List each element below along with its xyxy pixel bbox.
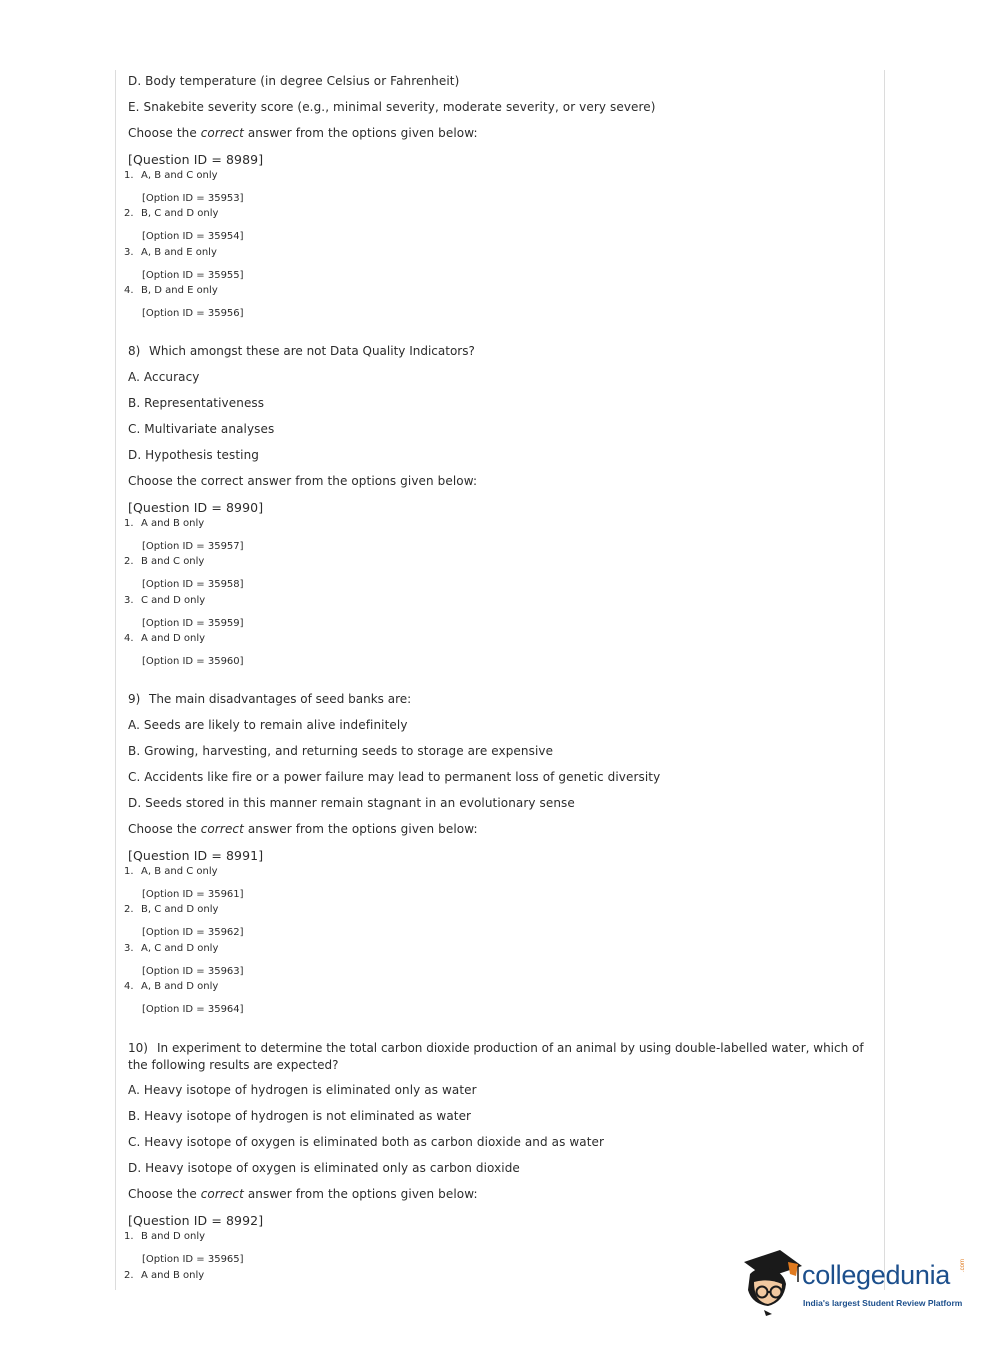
mascot-icon [740, 1248, 804, 1318]
option-id: [Option ID = 35956] [142, 308, 244, 319]
choose-instruction: Choose the correct answer from the options given below: [128, 126, 478, 140]
choose-instruction: Choose the correct answer from the options given below: [128, 1187, 478, 1201]
option-id: [Option ID = 35955] [142, 270, 244, 281]
statement-c: C. Heavy isotope of oxygen is eliminated both as carbon dioxide and as water [128, 1135, 605, 1149]
logo-suffix: .com [960, 1258, 966, 1272]
option-item: 2. A and B only [124, 1270, 205, 1281]
option-id: [Option ID = 35961] [142, 889, 244, 900]
statement-c: C. Accidents like fire or a power failure may lead to permanent loss of genetic diversity [128, 770, 661, 784]
statement-d: D. Hypothesis testing [128, 448, 260, 462]
question-id: [Question ID = 8989] [128, 152, 264, 167]
option-id: [Option ID = 35959] [142, 618, 244, 629]
option-id: [Option ID = 35957] [142, 541, 244, 552]
option-item: 3. A, B and E only [124, 247, 217, 258]
option-item: 1. B and D only [124, 1231, 206, 1242]
option-item: 4. A, B and D only [124, 981, 219, 992]
question-id: [Question ID = 8991] [128, 848, 264, 863]
choose-instruction: Choose the correct answer from the options given below: [128, 474, 478, 488]
option-id: [Option ID = 35960] [142, 656, 244, 667]
option-item: 3. A, C and D only [124, 943, 219, 954]
option-item: 1. A, B and C only [124, 866, 218, 877]
question-heading: 9) The main disadvantages of seed banks are: [128, 692, 412, 706]
option-id: [Option ID = 35964] [142, 1004, 244, 1015]
statement-a: A. Accuracy [128, 370, 200, 384]
question-id: [Question ID = 8990] [128, 500, 264, 515]
option-item: 2. B, C and D only [124, 904, 219, 915]
option-item: 1. A, B and C only [124, 170, 218, 181]
statement-b: B. Representativeness [128, 396, 265, 410]
statement-d: D. Seeds stored in this manner remain stagnant in an evolutionary sense [128, 796, 575, 810]
option-item: 2. B and C only [124, 556, 205, 567]
choose-instruction: Choose the correct answer from the options given below: [128, 822, 478, 836]
question-heading: 8) Which amongst these are not Data Quality Indicators? [128, 344, 475, 358]
logo-wordmark: collegedunia [802, 1260, 951, 1290]
option-item: 1. A and B only [124, 518, 205, 529]
option-id: [Option ID = 35965] [142, 1254, 244, 1265]
statement-d: D. Heavy isotope of oxygen is eliminated only as carbon dioxide [128, 1161, 520, 1175]
logo-tagline: India's largest Student Review Platform [803, 1298, 963, 1308]
collegedunia-logo [740, 1248, 972, 1318]
question-heading: 10) In experiment to determine the total carbon dioxide production of an animal by using double-labelled water, which of the following results are expected? [128, 1041, 864, 1072]
statement-a: A. Heavy isotope of hydrogen is eliminated only as water [128, 1083, 477, 1097]
statement-b: B. Growing, harvesting, and returning seeds to storage are expensive [128, 744, 554, 758]
statement-b: B. Heavy isotope of hydrogen is not eliminated as water [128, 1109, 472, 1123]
question-id: [Question ID = 8992] [128, 1213, 264, 1228]
option-id: [Option ID = 35954] [142, 231, 244, 242]
option-item: 4. A and D only [124, 633, 206, 644]
option-id: [Option ID = 35953] [142, 193, 244, 204]
option-item: 4. B, D and E only [124, 285, 218, 296]
statement-a: A. Seeds are likely to remain alive indefinitely [128, 718, 408, 732]
option-item: 3. C and D only [124, 595, 206, 606]
option-item: 2. B, C and D only [124, 208, 219, 219]
option-id: [Option ID = 35962] [142, 927, 244, 938]
statement-d: D. Body temperature (in degree Celsius or Fahrenheit) [128, 74, 460, 88]
statement-c: C. Multivariate analyses [128, 422, 275, 436]
option-id: [Option ID = 35963] [142, 966, 244, 977]
statement-e: E. Snakebite severity score (e.g., minimal severity, moderate severity, or very severe) [128, 100, 656, 114]
option-id: [Option ID = 35958] [142, 579, 244, 590]
